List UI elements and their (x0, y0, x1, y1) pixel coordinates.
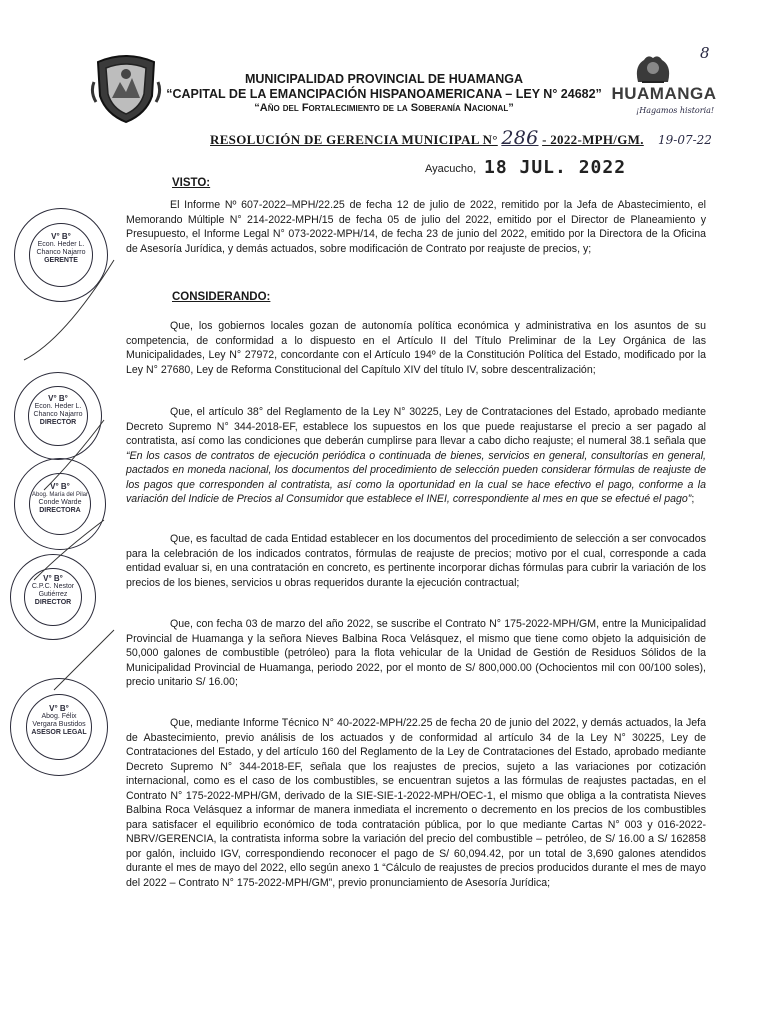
considerando-heading: CONSIDERANDO: (172, 291, 271, 303)
resolution-number: 286 (501, 127, 539, 149)
logo-tagline: ¡Hagamos historia! (636, 106, 715, 115)
year-motto: “Año del Fortalecimiento de la Soberanía Nacional” (254, 102, 514, 114)
huamanga-logo (604, 52, 724, 122)
resolution-suffix: - 2022-MPH/GM. (542, 132, 644, 147)
considerando-paragraph-4: Que, con fecha 03 de marzo del año 2022, se suscribe el Contrato N° 175-2022-MPH/GM, entre la Municipalidad Provincial de Huamanga y la señora Nieves Balbina Roca Velásquez, el mismo que tiene como objeto la adquisición de 50,000 galones de combustible (petróleo) para la flota vehicular de la Unidad de Gestión de Residuos Sólidos de la Municipalidad Provincial de Huamanga, periodo 2022, por el monto de S/ 800,000.00 (Ochocientos mil con 00/100 soles), precio unitario S/ 16.00; (126, 618, 706, 688)
considerando-paragraph-3: Que, es facultad de cada Entidad establecer en los documentos del procedimiento de selección a ser convocados para la celebración de los indicados contratos, fórmulas de reajuste de precios; motivo por el cual, corresponde a cada entidad evaluar si, en una contratación en concreto, es pertinente incorporar dichas fórmulas para cubrir la variación de los precios de los bienes, servicios u obras requeridos durante la ejecución contractual; (126, 533, 706, 589)
resolution-prefix: RESOLUCIÓN DE GERENCIA MUNICIPAL N° (210, 132, 498, 147)
resolution-title (210, 127, 650, 149)
handwritten-date: 19-07-22 (658, 133, 712, 147)
considerando-paragraph-2: Que, el artículo 38° del Reglamento de la Ley N° 30225, Ley de Contrataciones del Estado, aprobado mediante Decreto Supremo N° 344-2018-EF, establece los supuestos en los que puede reajustarse el precio a ser pagado al contratista, así como las condiciones que deberán cumplirse para llevar a cabo dicho reajuste; el numeral 38.1 señala que “En los casos de contratos de ejecución periódica o continuada de bienes, servicios en general, consultorías en general, pactados en moneda nacional, los documentos del procedimiento de selección pueden considerar fórmulas de reajuste de los pagos que corresponden al contratista, así como la oportunidad en la cual se hace efectivo el pago, conforme a la variación del Indicie de Precios al Consumidor que establece el INEI, correspondiente al mes en que se efectué el pago”; (126, 406, 706, 505)
considerando-paragraph-5: Que, mediante Informe Técnico N° 40-2022-MPH/22.25 de fecha 20 de junio del 2022, y demás actuados, la Jefa de Abastecimiento, previo análisis de los actuados y de conformidad al artículo 34 de la Ley N° 30225, Ley de Contrataciones del Estado, y del artículo 160 del Reglamento de la Ley de Contrataciones del Estado, aprobado mediante Decreto Supremo N° 344-2018-EF, señala que los reajustes de precios, sujeto a las variaciones por cotización internacional, como es el caso de los combustibles, se encuentran sujetos a las fórmulas de reajustes pactadas, en el Contrato N° 175-2022-MPH/GM, derivado de la SIE-SIE-1-2022-MPH/OEC-1, el mismo que obliga a la contratista Nieves Balbina Roca Velásquez a informar de manera inmediata el incremento o decremento en los precios de los combustibles para satisfacer el equilibrio económico de toda contratación pública, por lo que mediante Cartas N° 003 y 016-2022-NBRV/GERENCIA, la contratista informa sobre la variación del precio del combustible – petróleo, de S/ 16.00 a S/ 162858 por galón, incluido IGV, correspondiendo reconocer el pago de S/ 60,094.42, por un total de 3,690 galones atendidos durante el mes de mayo del 2022, ello según anexo 1 “Cálculo de reajustes de precios producidos durante el mes de mayo del 2022 – Contrato N° 175-2022-MPH/GM”, previo pronunciamiento de Asesoría Jurídica; (126, 717, 706, 889)
considerando-paragraph-1: Que, los gobiernos locales gozan de autonomía política económica y administrativa en los asuntos de su competencia, de conformidad a lo dispuesto en el Artículo II del Título Preliminar de la Ley Orgánica de las Municipalidades, Ley N° 27972, concordante con el Artículo 194º de la Constitución Política del Estado, modificado por la Ley N° 27680, Ley de Reforma Constitucional del Capítulo XIV del título IV, sobre descentralización; (126, 320, 706, 376)
approval-stamp-director-presupuesto: V° B° C.P.C. Nestor Gutiérrez DIRECTOR (10, 554, 96, 640)
date-stamp: 18 JUL. 2022 (484, 157, 627, 178)
logo-brand: HUAMANGA (611, 84, 717, 103)
city-label: Ayacucho, (425, 163, 477, 175)
institution-law: “CAPITAL DE LA EMANCIPACIÓN HISPANOAMERICANA – LEY N° 24682” (166, 87, 602, 101)
visto-heading: VISTO: (172, 177, 211, 189)
institution-name: MUNICIPALIDAD PROVINCIAL DE HUAMANGA (244, 72, 523, 86)
crest-icon (628, 52, 678, 86)
approval-stamp-director-planeamiento: V° B° Econ. Heder L. Chanco Najarro DIRECTOR (14, 372, 102, 460)
signature-scribbles (4, 220, 134, 780)
visto-paragraph: El Informe Nº 607-2022–MPH/22.25 de fecha 12 de julio de 2022, remitido por la Jefa de Abastecimiento, el Memorando Múltiple N° 214-2022-MPH/15 de fecha 05 de julio del 2022, emitido por el Director de Planeamiento y Presupuesto, el Informe Legal N° 073-2022-MPH/14, de fecha 23 de junio del 2022, emitido por la Directora de la Oficina de Asesoría Jurídica, y demás actuados, sobre modificación de Contrato por reajuste de precios, y; (126, 199, 706, 255)
quoted-regulation: “En los casos de contratos de ejecución periódica o continuada de bienes, servicios en general, consultorías en general, pactados en moneda nacional, los documentos del procedimiento de selección pueden considerar fórmulas de reajuste de los pagos que corresponden al contratista, así como la oportunidad en la cual se hace efectivo el pago, conforme a la variación del Indicie de Precios al Consumidor que establece el INEI, correspondiente al mes en que se efectué el pago” (126, 449, 706, 505)
approval-stamp-gerente: V° B° Econ. Heder L. Chanco Najarro GERENTE (14, 208, 108, 302)
approval-stamp-asesoria-juridica: V° B° Abog. María del Pilar Conde Warde DIRECTORA (14, 458, 106, 550)
approval-stamp-asesor-legal: V° B° Abog. Félix Vergara Bustidos ASESOR LEGAL (10, 678, 108, 776)
page-number-mark: 8 (700, 44, 710, 62)
